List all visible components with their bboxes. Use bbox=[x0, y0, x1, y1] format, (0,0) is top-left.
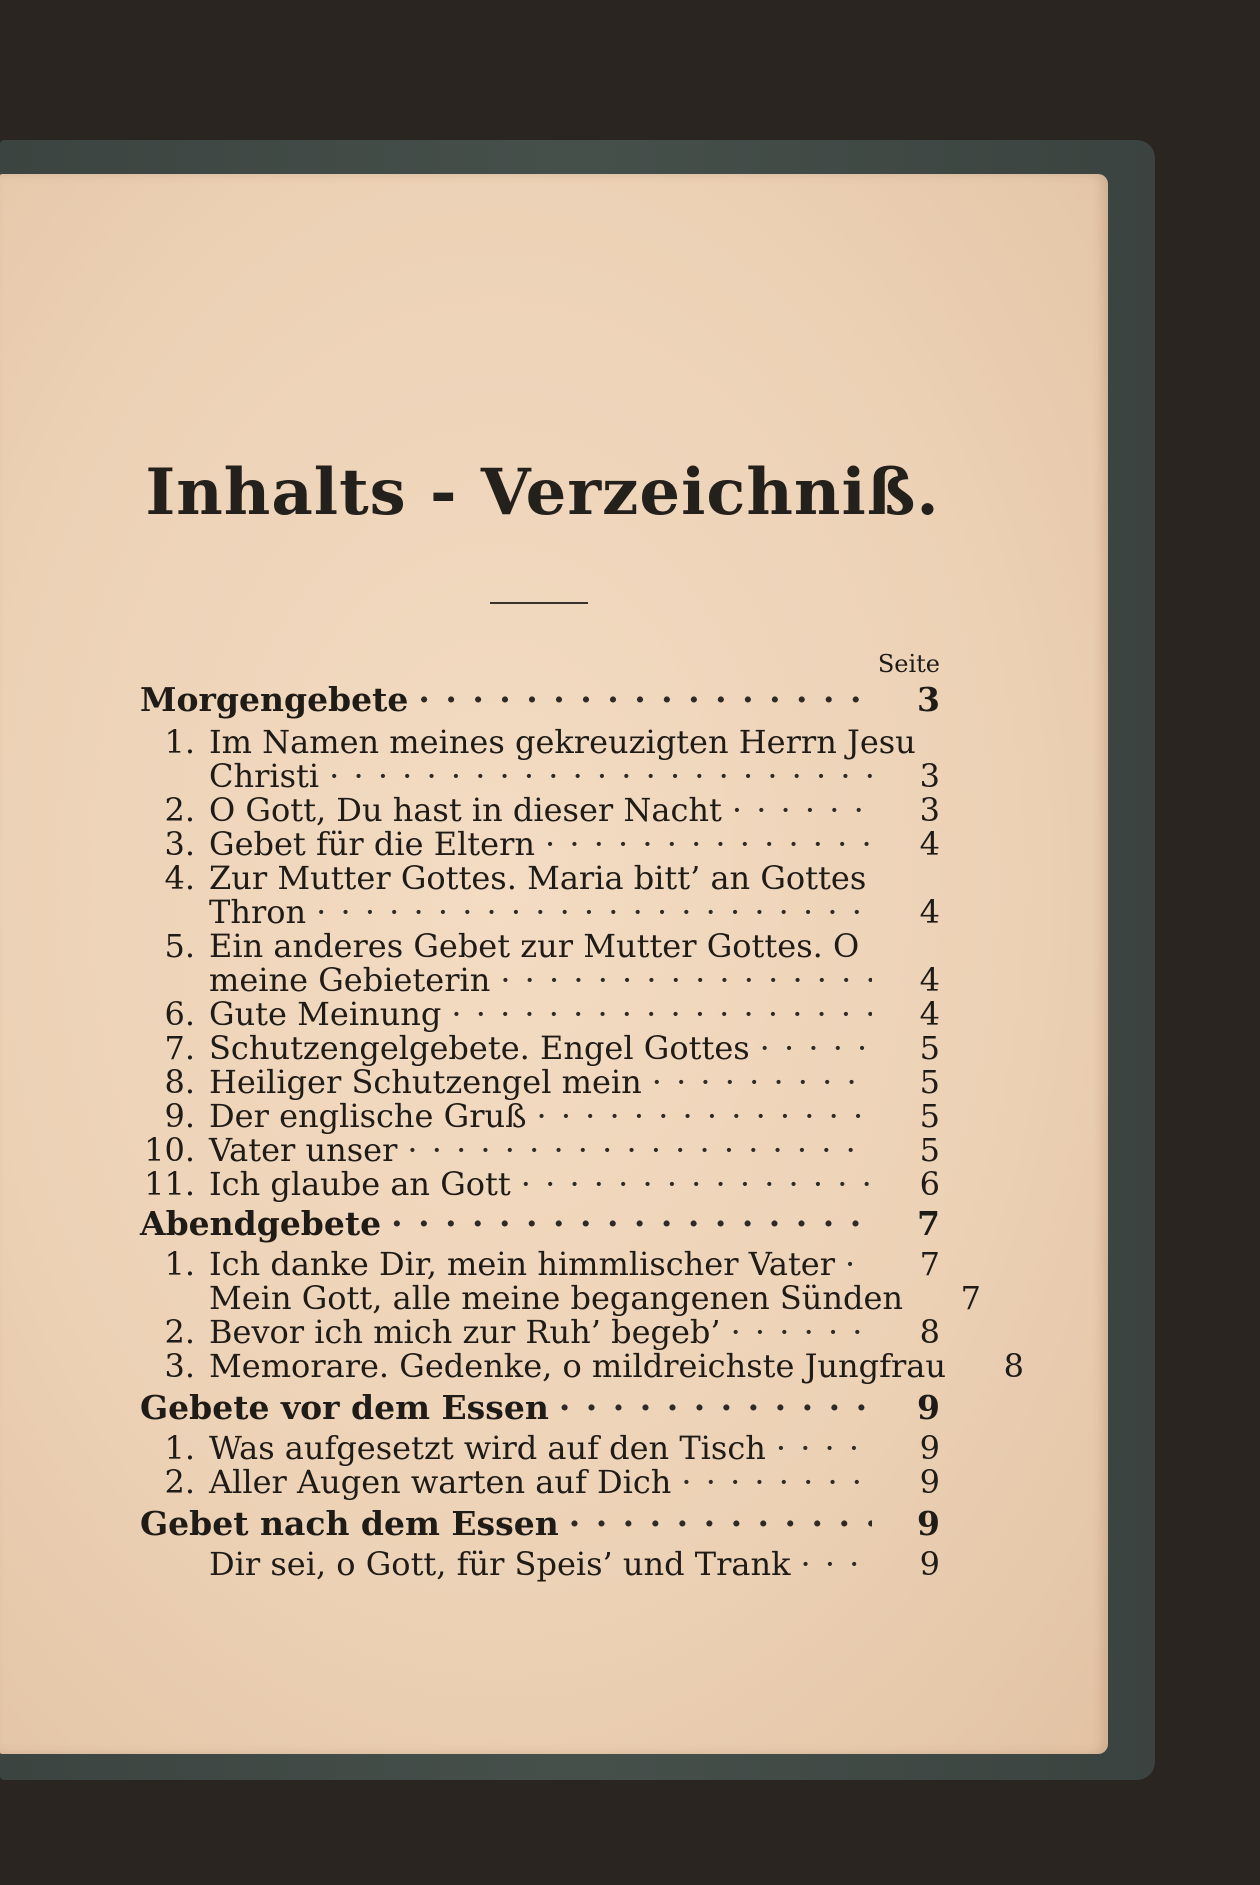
list-item: 11. Ich glaube an Gott · · · 6 bbox=[140, 1166, 940, 1202]
section-gebet-nach-dem-essen: Gebet nach dem Essen · · · 9 bbox=[140, 1506, 940, 1542]
list-item: 2. Bevor ich mich zur Ruh’ begeb’ · · · 8 bbox=[140, 1314, 940, 1350]
list-item: 3. Gebet für die Eltern · · · 4 bbox=[140, 826, 940, 862]
list-item: 3. Memorare. Gedenke, o mildreichste Jungfrau 8 bbox=[164, 1347, 1024, 1385]
list-item: 1. Im Namen meines gekreuzigten Herrn Jesu bbox=[164, 723, 916, 761]
page-title: Inhalts - Verzeichniß. bbox=[145, 455, 940, 530]
list-item: Dir sei, o Gott, für Speis’ und Trank · · · 9 bbox=[140, 1546, 940, 1582]
list-item: 6. Gute Meinung · · · 4 bbox=[140, 996, 940, 1032]
section-morgengebete: Morgengebete · · · 3 bbox=[140, 682, 940, 718]
section-abendgebete: Abendgebete · · · 7 bbox=[140, 1206, 940, 1242]
list-item: meine Gebieterin · · · 4 bbox=[140, 962, 940, 998]
list-item: 2. Aller Augen warten auf Dich · · · 9 bbox=[140, 1464, 940, 1500]
list-item: 1. Was aufgesetzt wird auf den Tisch · · · 9 bbox=[140, 1430, 940, 1466]
list-item: 2. O Gott, Du hast in dieser Nacht · · · 3 bbox=[140, 792, 940, 828]
list-item: Mein Gott, alle meine begangenen Sünden 7 bbox=[209, 1279, 982, 1317]
list-item: 7. Schutzengelgebete. Engel Gottes · · · 5 bbox=[140, 1030, 940, 1066]
section-gebete-vor-dem-essen: Gebete vor dem Essen · · · 9 bbox=[140, 1390, 940, 1426]
list-item: 10. Vater unser · · · 5 bbox=[140, 1132, 940, 1168]
list-item: Christi · · · 3 bbox=[140, 758, 940, 794]
list-item: 8. Heiliger Schutzengel mein · · · 5 bbox=[140, 1064, 940, 1100]
list-item: 5. Ein anderes Gebet zur Mutter Gottes. O bbox=[164, 927, 860, 965]
list-item: 4. Zur Mutter Gottes. Maria bitt’ an Gottes bbox=[164, 859, 867, 897]
list-item: Thron · · · 4 bbox=[140, 894, 940, 930]
list-item: 9. Der englische Gruß · · · 5 bbox=[140, 1098, 940, 1134]
page-column-label: Seite bbox=[877, 650, 940, 678]
title-divider bbox=[490, 602, 588, 604]
list-item: 1. Ich danke Dir, mein himmlischer Vater · · · 7 bbox=[140, 1246, 940, 1282]
